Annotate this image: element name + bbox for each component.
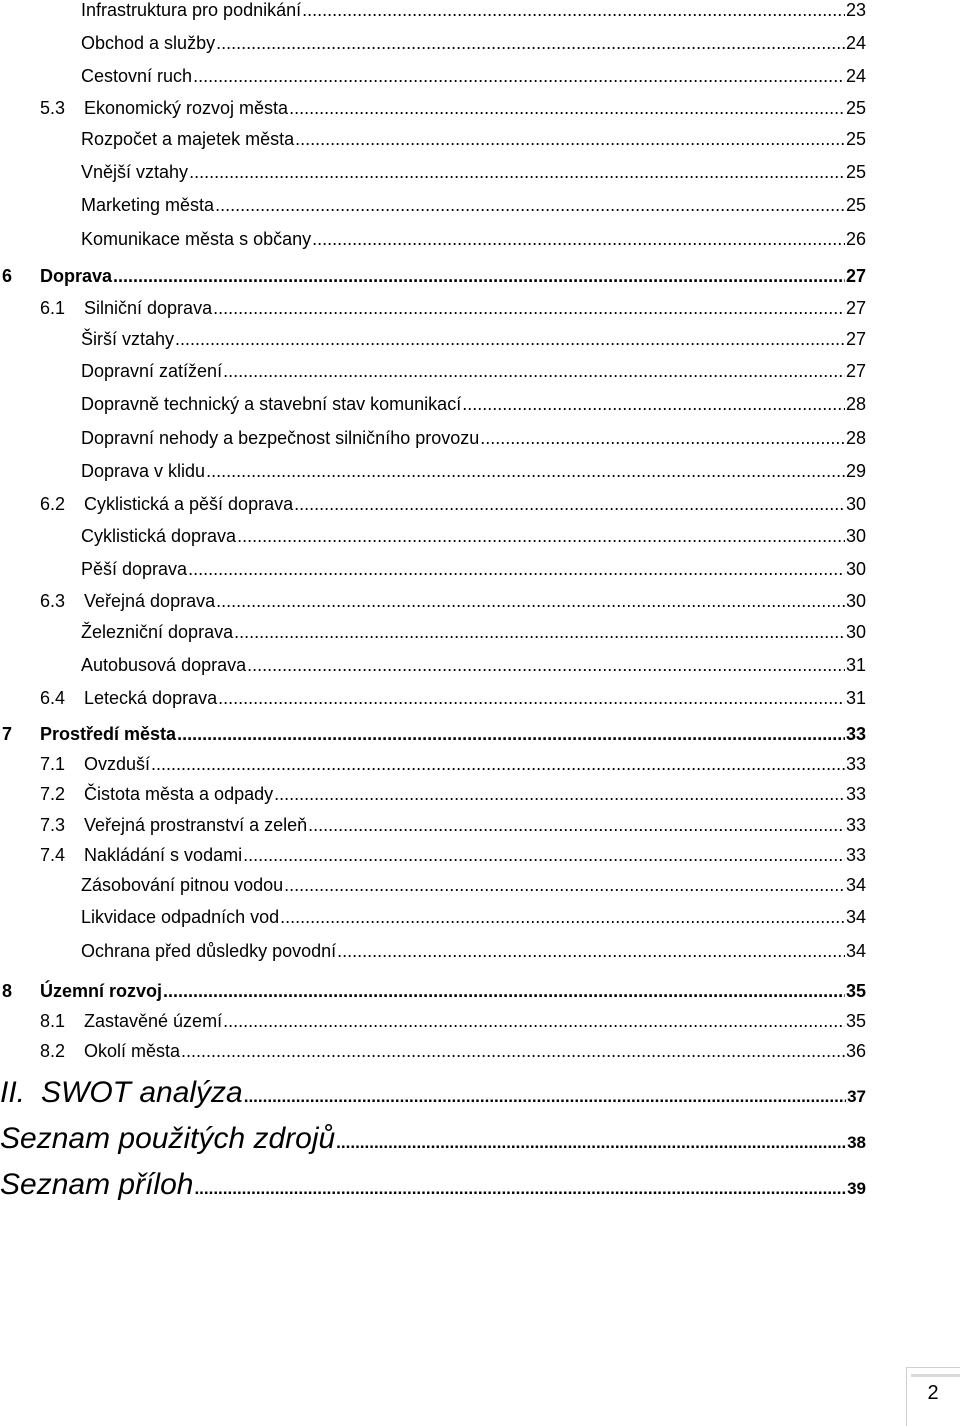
toc-dot-leader: [113, 267, 845, 285]
toc-entry-label: Prostředí města: [40, 724, 177, 744]
toc-entry-number: 6.2: [40, 494, 66, 514]
toc-entry[interactable]: [40, 754, 866, 780]
toc-entry[interactable]: [81, 941, 866, 967]
toc-dot-leader: [223, 362, 845, 380]
toc-dot-leader: [337, 942, 845, 960]
toc-entry[interactable]: [2, 266, 866, 292]
toc-entry[interactable]: [81, 229, 866, 255]
toc-entry-label: Seznam použitých zdrojů: [0, 1122, 336, 1155]
toc-entry-page: 35: [845, 1011, 866, 1031]
toc-entry-label: Doprava: [40, 266, 113, 286]
toc-entry[interactable]: [0, 1168, 866, 1201]
toc-entry-label: Letecká doprava: [84, 688, 218, 708]
toc-entry[interactable]: [81, 66, 866, 92]
toc-dot-leader: [462, 395, 845, 413]
toc-entry[interactable]: [40, 494, 866, 520]
toc-entry-label: Pěší doprava: [81, 559, 188, 579]
toc-entry-page: 33: [845, 724, 866, 744]
toc-dot-leader: [289, 99, 845, 117]
page-number-rule: [911, 1374, 960, 1377]
toc-entry-number: 6.3: [40, 591, 66, 611]
toc-entry-number: 6.1: [40, 298, 66, 318]
toc-dot-leader: [302, 1, 845, 19]
toc-entry[interactable]: [81, 0, 866, 26]
toc-entry-page: 27: [845, 361, 866, 381]
toc-dot-leader: [480, 429, 845, 447]
toc-dot-leader: [223, 1012, 845, 1030]
toc-entry-page: 30: [845, 622, 866, 642]
toc-entry-number: 7.4: [40, 845, 66, 865]
toc-entry-label: SWOT analýza: [41, 1076, 243, 1109]
toc-dot-leader: [188, 560, 845, 578]
toc-entry[interactable]: [81, 526, 866, 552]
toc-entry[interactable]: [40, 688, 866, 714]
toc-dot-leader: [243, 846, 845, 864]
toc-entry-page: 33: [845, 845, 866, 865]
toc-dot-leader: [244, 1088, 846, 1105]
toc-dot-leader: [163, 982, 845, 1000]
toc-entry-page: 27: [845, 329, 866, 349]
toc-entry-label: Ovzduší: [84, 754, 151, 774]
toc-entry[interactable]: [81, 559, 866, 585]
toc-entry-page: 27: [845, 298, 866, 318]
toc-entry[interactable]: [81, 655, 866, 681]
toc-entry-label: Čistota města a odpady: [84, 784, 274, 804]
toc-entry-page: 30: [845, 494, 866, 514]
toc-entry-label: Infrastruktura pro podnikání: [81, 0, 302, 20]
toc-dot-leader: [218, 689, 845, 707]
toc-entry[interactable]: [81, 875, 866, 901]
toc-dot-leader: [181, 1042, 845, 1060]
toc-entry[interactable]: [40, 845, 866, 871]
toc-entry-page: 31: [845, 688, 866, 708]
toc-entry-number: 6: [2, 266, 13, 286]
toc-dot-leader: [213, 299, 845, 317]
toc-entry-label: Likvidace odpadních vod: [81, 907, 280, 927]
toc-entry-page: 23: [845, 0, 866, 20]
toc-dot-leader: [294, 495, 845, 513]
toc-entry-page: 25: [845, 195, 866, 215]
toc-entry-page: 35: [845, 981, 866, 1001]
toc-dot-leader: [295, 130, 845, 148]
toc-entry-number: II.: [0, 1076, 26, 1109]
toc-entry-number: 8.1: [40, 1011, 66, 1031]
toc-entry-number: 5.3: [40, 98, 66, 118]
toc-entry-label: Dopravní nehody a bezpečnost silničního provozu: [81, 428, 480, 448]
toc-dot-leader: [312, 230, 845, 248]
toc-entry-page: 37: [847, 1087, 866, 1106]
toc-dot-leader: [237, 527, 845, 545]
toc-entry-label: Zastavěné území: [84, 1011, 223, 1031]
toc-entry-label: Širší vztahy: [81, 329, 175, 349]
toc-dot-leader: [274, 785, 845, 803]
toc-dot-leader: [284, 876, 845, 894]
toc-dot-leader: [175, 330, 845, 348]
toc-dot-leader: [194, 1180, 846, 1197]
toc-dot-leader: [216, 34, 845, 52]
toc-entry[interactable]: [81, 394, 866, 420]
toc-entry-label: Cyklistická doprava: [81, 526, 237, 546]
toc-entry-number: 7.2: [40, 784, 66, 804]
toc-dot-leader: [215, 196, 845, 214]
toc-entry-label: Veřejná prostranství a zeleň: [84, 815, 308, 835]
toc-dot-leader: [280, 908, 845, 926]
toc-dot-leader: [189, 163, 845, 181]
toc-entry-page: 26: [845, 229, 866, 249]
toc-dot-leader: [216, 592, 845, 610]
toc-dot-leader: [177, 725, 845, 743]
toc-entry-page: 24: [845, 66, 866, 86]
toc-entry-label: Okolí města: [84, 1041, 181, 1061]
toc-entry[interactable]: [40, 1011, 866, 1037]
toc-entry-page: 33: [845, 815, 866, 835]
toc-entry-label: Zásobování pitnou vodou: [81, 875, 284, 895]
toc-entry-label: Železniční doprava: [81, 622, 234, 642]
toc-dot-leader: [308, 816, 845, 834]
toc-entry-page: 33: [845, 754, 866, 774]
toc-entry[interactable]: [81, 129, 866, 155]
toc-entry[interactable]: [81, 195, 866, 221]
toc-entry-page: 25: [845, 98, 866, 118]
toc-dot-leader: [206, 462, 845, 480]
toc-entry-label: Nakládání s vodami: [84, 845, 243, 865]
toc-entry[interactable]: [40, 98, 866, 124]
toc-entry[interactable]: [40, 784, 866, 810]
toc-entry-page: 33: [845, 784, 866, 804]
toc-entry-page: 31: [845, 655, 866, 675]
toc-entry-label: Autobusová doprava: [81, 655, 247, 675]
toc-entry-number: 7.3: [40, 815, 66, 835]
toc-entry[interactable]: [81, 461, 866, 487]
toc-entry-page: 29: [845, 461, 866, 481]
toc-entry-label: Dopravní zatížení: [81, 361, 223, 381]
toc-dot-leader: [193, 67, 845, 85]
toc-entry-page: 39: [847, 1179, 866, 1198]
toc-entry-page: 30: [845, 526, 866, 546]
toc-entry-label: Komunikace města s občany: [81, 229, 312, 249]
toc-entry-label: Cyklistická a pěší doprava: [84, 494, 294, 514]
toc-entry-label: Doprava v klidu: [81, 461, 206, 481]
toc-entry-page: 28: [845, 394, 866, 414]
toc-entry[interactable]: [2, 724, 866, 750]
toc-entry-page: 34: [845, 941, 866, 961]
toc-entry-page: 34: [845, 907, 866, 927]
toc-entry-page: 25: [845, 162, 866, 182]
toc-entry-page: 28: [845, 428, 866, 448]
toc-entry[interactable]: [81, 33, 866, 59]
toc-entry-label: Veřejná doprava: [84, 591, 216, 611]
toc-entry-label: Dopravně technický a stavební stav komunikací: [81, 394, 462, 414]
toc-dot-leader: [336, 1134, 846, 1151]
page-number: 2: [927, 1382, 939, 1404]
toc-entry-page: 25: [845, 129, 866, 149]
toc-entry-label: Územní rozvoj: [40, 981, 163, 1001]
toc-entry-label: Cestovní ruch: [81, 66, 193, 86]
toc-entry-number: 7: [2, 724, 13, 744]
toc-entry[interactable]: [40, 1041, 866, 1067]
toc-entry[interactable]: [81, 361, 866, 387]
toc-entry-number: 6.4: [40, 688, 66, 708]
toc-entry-number: 7.1: [40, 754, 66, 774]
toc-entry[interactable]: [40, 298, 866, 324]
toc-entry-page: 30: [845, 559, 866, 579]
toc-entry-label: Ochrana před důsledky povodní: [81, 941, 337, 961]
toc-entry-label: Ekonomický rozvoj města: [84, 98, 289, 118]
toc-dot-leader: [151, 755, 845, 773]
toc-entry-label: Seznam příloh: [0, 1168, 194, 1201]
toc-entry-label: Marketing města: [81, 195, 215, 215]
toc-entry-page: 27: [845, 266, 866, 286]
toc-entry[interactable]: [40, 591, 866, 617]
toc-entry-page: 30: [845, 591, 866, 611]
toc-entry[interactable]: [2, 981, 866, 1007]
toc-entry[interactable]: [81, 329, 866, 355]
toc-dot-leader: [247, 656, 845, 674]
toc-entry[interactable]: [0, 1076, 866, 1109]
toc-entry-label: Silniční doprava: [84, 298, 213, 318]
toc-entry-label: Vnější vztahy: [81, 162, 189, 182]
toc-entry-number: 8: [2, 981, 13, 1001]
toc-entry[interactable]: [81, 162, 866, 188]
toc-entry[interactable]: [40, 815, 866, 841]
toc-entry-page: 38: [847, 1133, 866, 1152]
toc-dot-leader: [234, 623, 845, 641]
toc-entry-page: 34: [845, 875, 866, 895]
toc-entry[interactable]: [81, 622, 866, 648]
toc-entry-number: 8.2: [40, 1041, 66, 1061]
toc-entry[interactable]: [81, 428, 866, 454]
toc-entry-page: 24: [845, 33, 866, 53]
toc-entry[interactable]: [81, 907, 866, 933]
toc-entry[interactable]: [0, 1122, 866, 1155]
toc-entry-page: 36: [845, 1041, 866, 1061]
toc-entry-label: Obchod a služby: [81, 33, 216, 53]
toc-entry-label: Rozpočet a majetek města: [81, 129, 295, 149]
